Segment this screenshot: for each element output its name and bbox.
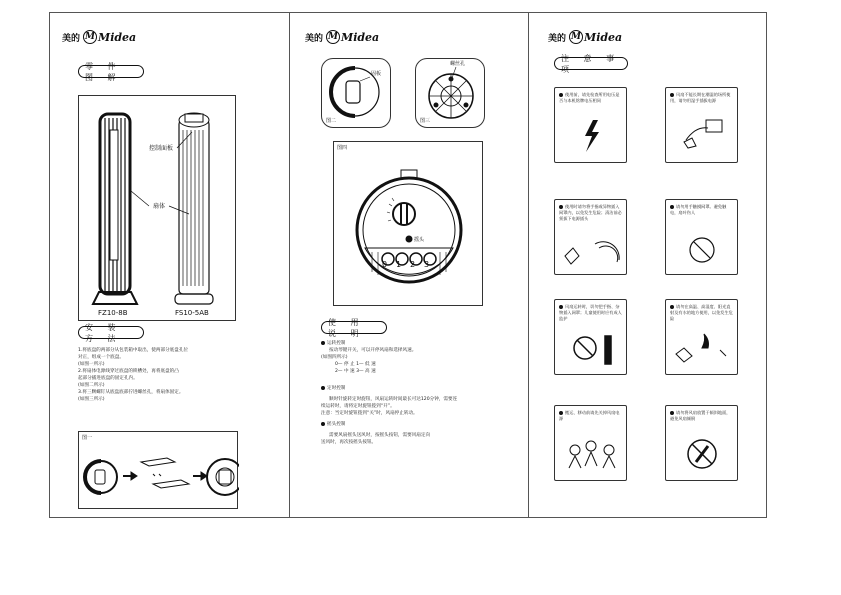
- precaution-text: 请勿在高温、高湿度、阳光直射及有水的地方使用，以免发生危险: [670, 304, 733, 321]
- brand-cn: 美的: [305, 33, 324, 44]
- brand-en-logo: [569, 30, 622, 44]
- usage-line: 送风时，再次按摇头按钮。: [321, 440, 377, 445]
- install-steps: [78, 347, 268, 403]
- precaution-text: 使用前，请先检查所用电压是否与本机铭牌电压相同: [559, 92, 620, 103]
- section-heading: [321, 340, 521, 347]
- brand-en-logo: [326, 30, 379, 44]
- column-usage: [289, 13, 529, 517]
- fig3-callout: 螺丝孔: [450, 61, 466, 67]
- column-parts-install: [50, 13, 290, 517]
- usage-line: 需要风扇摇头送风时，按摇头按钮，需要风扇定向: [329, 433, 431, 438]
- midea-m-icon: M: [83, 30, 97, 44]
- bullet-icon: [321, 341, 325, 345]
- speed-0: 0: [382, 260, 388, 269]
- brand-cn: 美的: [62, 33, 81, 44]
- figure-4-control-panel: [333, 141, 483, 306]
- heading-swing-control: 摇头控制: [327, 422, 346, 427]
- parts-diagram: [78, 95, 236, 321]
- usage-line: 0— 停 止 1— 低 速: [335, 362, 376, 367]
- usage-title: 使 用 说 明: [321, 321, 387, 334]
- step-line: 2.将扇体电源线穿过底盘的锁槽处，再将底盘的凸: [78, 369, 179, 374]
- base-assembly-icon: [79, 432, 239, 510]
- usage-line: 续运转时，请将定时旋钮拨到“开”。: [321, 404, 395, 409]
- usage-line: (如图四所示): [321, 355, 348, 360]
- usage-line: 注意：当定时旋钮拨到“关”时，风扇停止转动。: [321, 411, 418, 416]
- parts-title: 零 件 图 解: [78, 65, 144, 78]
- heat-water-icon: [666, 300, 739, 376]
- fig2-label: 图二: [326, 118, 337, 124]
- model-label-2: FS10-5AB: [175, 309, 209, 317]
- precaution-text: 风扇不能长期在潮湿的场所使用，请勿用湿手插拔电源: [670, 92, 731, 103]
- no-finger-icon: [555, 300, 628, 376]
- speed-1: 1: [396, 260, 402, 269]
- control-panel-icon: [334, 142, 484, 307]
- usage-instructions: [321, 338, 521, 446]
- brand-en-logo: [83, 30, 136, 44]
- precaution-text: 搬运、移动前请先关掉风扇电源: [559, 410, 620, 421]
- leaflet-page: [49, 12, 767, 518]
- precautions-title: 注 意 事 项: [554, 57, 628, 70]
- fig2-callout: 固板: [371, 71, 382, 77]
- fan-fs10-5ab-icon: [175, 113, 213, 304]
- precaution-text: 请勿将风扇放置于倾斜地面，避免风扇倾倒: [670, 410, 731, 421]
- wet-hand-plug-icon: [666, 88, 739, 164]
- callout-fan-body: 扇体: [153, 203, 166, 210]
- brand-en: Midea: [341, 30, 380, 44]
- precaution-text: 使用时请勿将手指或异物插入网罩内，以免发生危险；清洁前必须拔下电源插头: [559, 204, 622, 221]
- no-tilt-icon: [666, 406, 739, 482]
- speed-3: 3: [424, 260, 430, 269]
- fig3-label: 图三: [420, 118, 431, 124]
- column-precautions: [528, 13, 766, 517]
- usage-line: 2— 中 速 3— 高 速: [335, 369, 376, 374]
- brand-en: Midea: [98, 30, 137, 44]
- precaution-card: [554, 199, 627, 275]
- precaution-card: [554, 405, 627, 481]
- midea-m-icon: M: [326, 30, 340, 44]
- brand-logo: [62, 30, 136, 44]
- step-line: (如图二所示): [78, 383, 105, 388]
- heading-timer-control: 定时控制: [327, 386, 346, 391]
- precaution-card: [554, 299, 627, 375]
- fig1-label: 图一: [82, 435, 93, 441]
- speed-2: 2: [410, 260, 416, 269]
- callout-control-panel: 控制面板: [149, 145, 174, 152]
- brand-logo: [548, 30, 622, 44]
- install-title: 安 装 方 法: [78, 326, 144, 339]
- heading-run-control: 运转控制: [327, 341, 346, 346]
- precaution-text: 请勿用手触摸网罩。避免触电，扇叶伤人: [670, 204, 727, 215]
- section-heading: [321, 385, 521, 392]
- figure-2: [321, 58, 391, 128]
- precaution-card: [554, 87, 627, 163]
- precaution-card: [665, 405, 738, 481]
- brand-en: Midea: [584, 30, 623, 44]
- install-figure-1: [78, 431, 238, 509]
- step-line: 3.将三颗螺钉从底盘底部拧进螺丝孔，将扇体固定。: [78, 390, 184, 395]
- section-heading: [321, 421, 521, 428]
- figure-3: [415, 58, 485, 128]
- bullet-icon: [321, 386, 325, 390]
- fan-fz10-8b-icon: [93, 114, 137, 304]
- model-label-1: FZ10-8B: [98, 309, 128, 317]
- step-line: 对正，组成一个底盘。: [78, 355, 124, 360]
- swing-label: 摇头: [414, 237, 425, 243]
- hand-in-guard-icon: [555, 200, 628, 276]
- midea-m-icon: M: [569, 30, 583, 44]
- usage-line: 按动琴键开关，可以开停风扇和选择风速。: [329, 348, 417, 353]
- precaution-card: [665, 199, 738, 275]
- no-touch-icon: [666, 200, 739, 276]
- precaution-card: [665, 299, 738, 375]
- precaution-card: [665, 87, 738, 163]
- usage-line: 顺时针旋转定时旋钮，风扇运转时间最长可达120分钟，需要连: [329, 397, 458, 402]
- fig4-label: 图四: [337, 145, 348, 151]
- step-line: 起部分插进底盘的固定孔内。: [78, 376, 138, 381]
- lightning-icon: [555, 88, 628, 164]
- bullet-icon: [321, 422, 325, 426]
- precaution-text: 风扇运转时，切勿把手指、杂物插入网罩；儿童使用时应有成人监护: [559, 304, 622, 321]
- brand-logo: [305, 30, 379, 44]
- step-line: (如图三所示): [78, 397, 105, 402]
- brand-cn: 美的: [548, 33, 567, 44]
- step-line: (如图一所示): [78, 362, 105, 367]
- people-icon: [555, 406, 628, 482]
- step-line: 1.将底盘的两部分从包装箱中取出，使两部分底盘孔位: [78, 348, 189, 353]
